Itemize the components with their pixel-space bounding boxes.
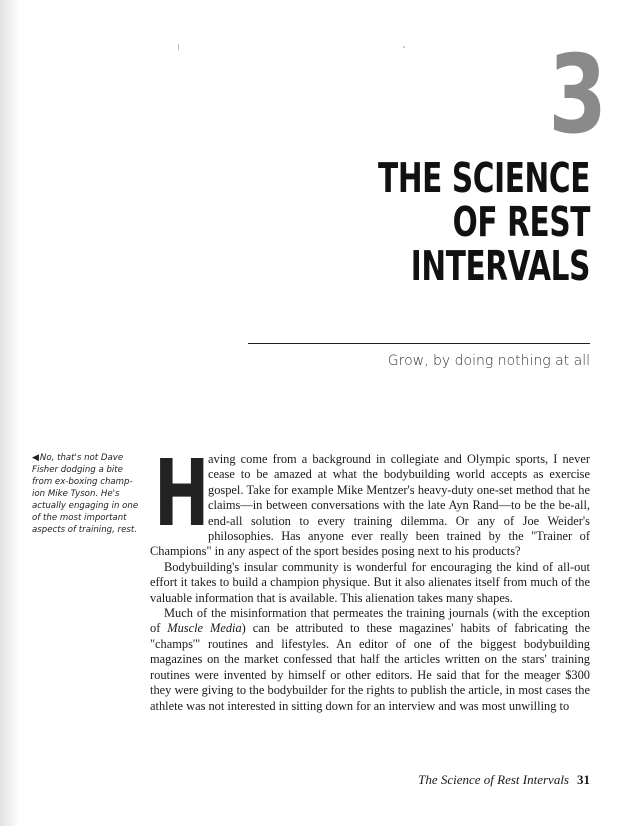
running-footer: [418, 772, 590, 788]
caption-pointer-icon: ◀: [32, 453, 39, 463]
paragraph: Bodybuilding's insular community is wonderful for encouraging the kind of all-out effort it takes to build a champion physique. But it also alienates itself from much of the valuable information that is available. This alienation takes many shapes.: [150, 559, 590, 605]
footer-title: The Science of Rest Intervals: [418, 772, 569, 787]
chapter-title: [374, 156, 590, 288]
scan-speck: [178, 44, 179, 50]
body-text: [150, 440, 590, 714]
chapter-title-line: OF REST: [452, 198, 590, 246]
paragraph: [150, 606, 590, 714]
magazine-name: Muscle Media: [167, 621, 242, 636]
chapter-number: 3: [548, 33, 606, 158]
caption-text: No, that's not Dave Fisher dodging a bite from ex-boxing champ-ion Mike Tyson. He's actually engaging in one of the most important aspects of training, rest.: [32, 453, 139, 535]
paragraph: aving come from a background in collegiate and Olympic sports, I never cease to be amazed at what the bodybuilding world accepts as exercise gospel. Take for example Mike Mentzer's heavy-duty one-set method that he claims—in between conversations with the late Ayn Rand—to be the be-all, end-all solution to every training dilemma. Or any of Joe Weider's philosophies. Has anyone ever really been trained by the "Trainer of Champions" in any aspect of the sport besides posing next to his products?: [150, 452, 590, 559]
paragraph-text: Much of the misinformation that permeates the training journals (with the exception of: [150, 606, 590, 636]
page-number: 31: [577, 772, 590, 787]
page-spine-shadow: [0, 0, 20, 826]
title-divider: [248, 343, 590, 344]
chapter-title-line: INTERVALS: [410, 242, 590, 290]
chapter-title-line: THE SCIENCE: [378, 154, 590, 202]
paragraph-text: ) can be attributed to these magazines' habits of fabricating the "champs'" routines and lifestyles. An editor of one of the biggest bodybuilding magazines on the market confessed that half the articles written on the stars' training routines were invented by himself or other editors. He said that for the meager $300 they were giving to the bodybuilder for the rights to publish the article, in most cases the athlete was not interested in sitting down for an interview and was most unwilling to: [150, 621, 590, 713]
photo-caption: [32, 452, 140, 536]
drop-cap: H: [154, 440, 210, 547]
scan-speck: [403, 46, 405, 48]
chapter-subtitle: Grow, by doing nothing at all: [387, 353, 590, 369]
